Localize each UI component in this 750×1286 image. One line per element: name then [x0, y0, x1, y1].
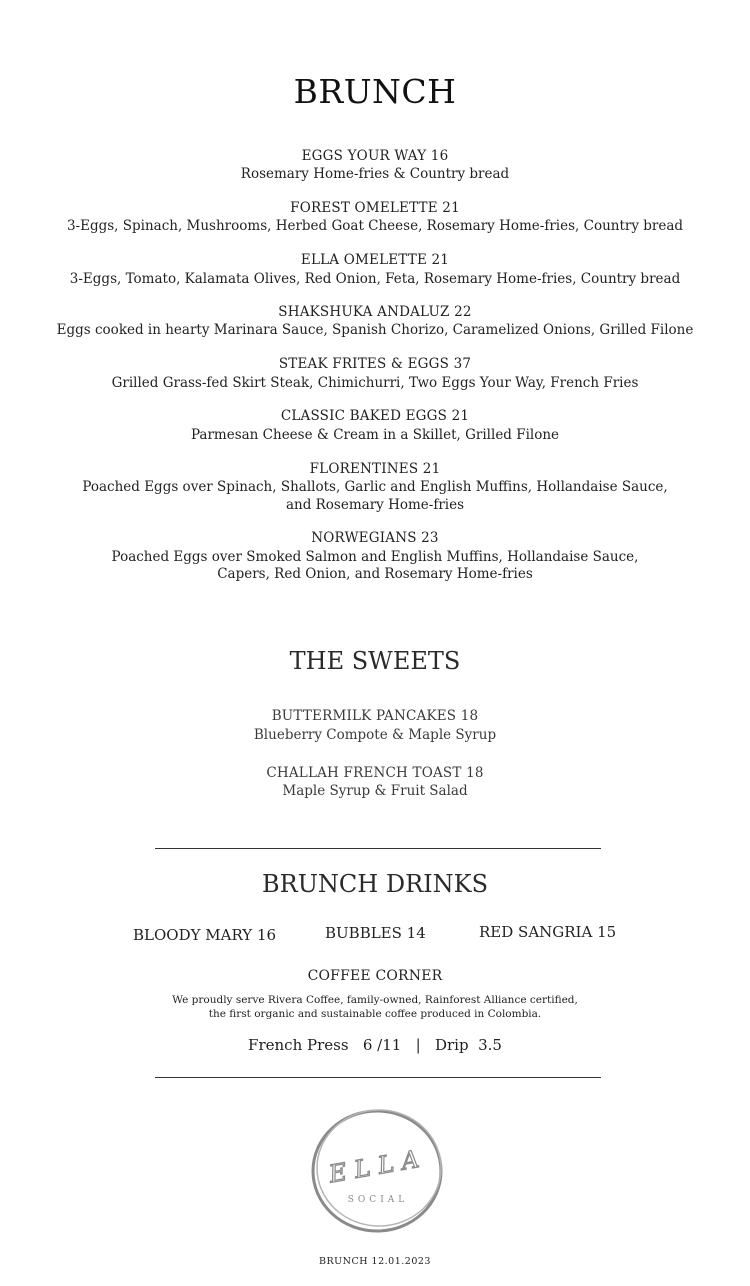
menu-item-name: SHAKSHUKA ANDALUZ 22 [278, 304, 472, 320]
footer-date: BRUNCH 12.01.2023 [319, 1256, 431, 1267]
menu-item-name: EGGS YOUR WAY 16 [301, 148, 449, 164]
menu-item-name: CLASSIC BAKED EGGS 21 [280, 408, 470, 424]
logo-word: ELLA [326, 1143, 430, 1189]
menu-item-description: Blueberry Compote & Maple Syrup [253, 727, 497, 743]
drink-item: BLOODY MARY 16 [133, 926, 277, 944]
menu-item-description: Capers, Red Onion, and Rosemary Home-fries [217, 566, 533, 582]
menu-item-description: Poached Eggs over Spinach, Shallots, Garlic and English Muffins, Hollandaise Sauce, [82, 479, 668, 495]
logo-subword: SOCIAL [347, 1195, 409, 1205]
menu-item-name: ELLA OMELETTE 21 [300, 252, 450, 268]
menu-item-name: FLORENTINES 21 [309, 461, 441, 477]
coffee-note: the first organic and sustainable coffee produced in Colombia. [208, 1008, 542, 1020]
ella-social-logo [310, 1106, 446, 1234]
coffee-prices: French Press 6 /11 | Drip 3.5 [248, 1036, 502, 1054]
divider [155, 848, 601, 849]
menu-item-description: Rosemary Home-fries & Country bread [240, 166, 510, 182]
brunch-title: BRUNCH [293, 72, 457, 111]
coffee-title: COFFEE CORNER [307, 968, 443, 984]
menu-item-description: 3-Eggs, Spinach, Mushrooms, Herbed Goat Cheese, Rosemary Home-fries, Country bread [66, 218, 684, 234]
coffee-note: We proudly serve Rivera Coffee, family-owned, Rainforest Alliance certified, [172, 994, 578, 1006]
menu-item-name: STEAK FRITES & EGGS 37 [278, 356, 472, 372]
menu-item-description: Poached Eggs over Smoked Salmon and English Muffins, Hollandaise Sauce, [111, 549, 639, 565]
menu-item-name: FOREST OMELETTE 21 [290, 200, 460, 216]
sweets-title: THE SWEETS [289, 647, 461, 675]
menu-item-name: CHALLAH FRENCH TOAST 18 [266, 765, 484, 781]
drink-item: BUBBLES 14 [325, 924, 426, 942]
drinks-title: BRUNCH DRINKS [261, 870, 489, 898]
drink-item: RED SANGRIA 15 [479, 923, 617, 941]
menu-item-description: and Rosemary Home-fries [285, 497, 465, 513]
divider [155, 1077, 601, 1078]
menu-item-name: NORWEGIANS 23 [311, 530, 439, 546]
menu-item-name: BUTTERMILK PANCAKES 18 [271, 708, 479, 724]
menu-item-description: Parmesan Cheese & Cream in a Skillet, Grilled Filone [190, 427, 560, 443]
menu-item-description: Maple Syrup & Fruit Salad [282, 783, 468, 799]
menu-item-description: Grilled Grass-fed Skirt Steak, Chimichurri, Two Eggs Your Way, French Fries [111, 375, 639, 391]
menu-item-description: Eggs cooked in hearty Marinara Sauce, Spanish Chorizo, Caramelized Onions, Grilled Filone [56, 322, 694, 338]
menu-item-description: 3-Eggs, Tomato, Kalamata Olives, Red Onion, Feta, Rosemary Home-fries, Country bread [69, 271, 681, 287]
